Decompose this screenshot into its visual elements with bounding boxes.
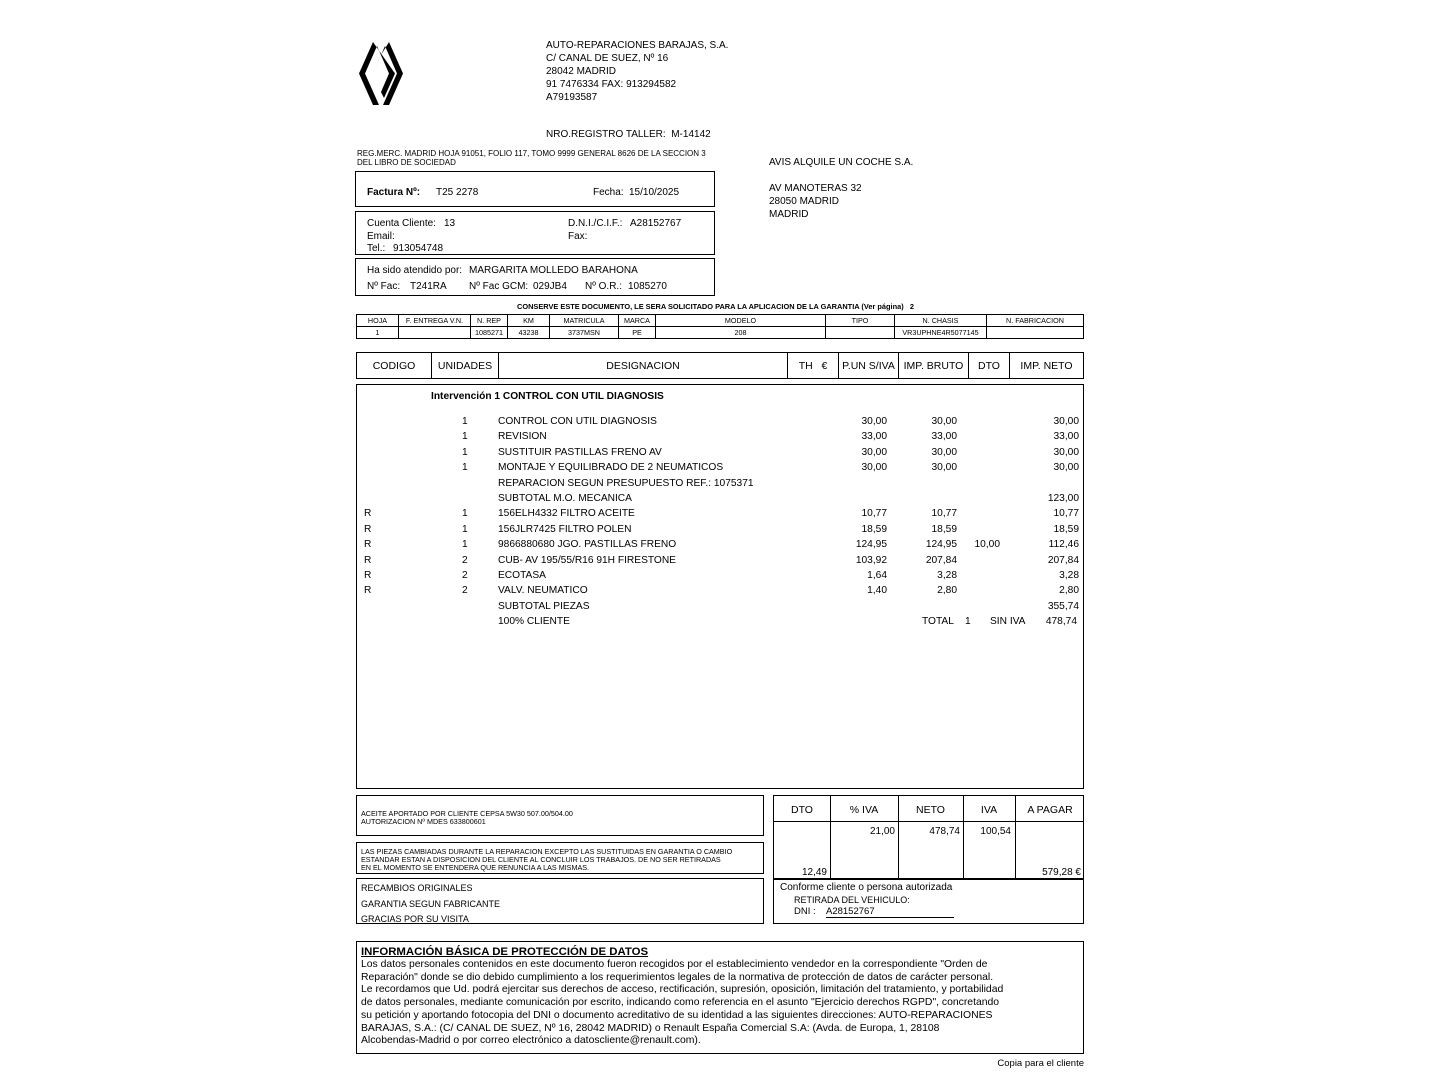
total-label: TOTAL — [922, 616, 954, 627]
signature-conforme: Conforme cliente o persona autorizada — [780, 882, 953, 893]
line-pun: 30,00 — [861, 446, 887, 458]
line-desc: SUBTOTAL M.O. MECANICA — [498, 493, 632, 504]
company-info — [546, 39, 728, 104]
privacy-line: Le recordamos que Ud. podrá ejercitar sus derechos de acceso, rectificación, supresión, oposición, limitación del tratamiento, y portabilidad — [361, 984, 1004, 996]
totals-header: DTO — [791, 804, 813, 816]
vehicle-value-row — [357, 327, 1084, 339]
vehicle-header: N. FABRICACION — [987, 315, 1084, 327]
line-pun: 124,95 — [855, 539, 887, 551]
sin-iva: SIN IVA — [990, 616, 1026, 627]
privacy-line: Alcobendas-Madrid o por correo electrónico a datoscliente@renault.com). — [361, 1035, 701, 1047]
signature-box — [773, 879, 1084, 924]
line-desc: SUSTITUIR PASTILLAS FRENO AV — [498, 446, 662, 458]
vehicle-value — [826, 327, 895, 339]
account-dni: A28152767 — [630, 218, 682, 229]
line-units: 2 — [462, 554, 468, 566]
line-bruto: 207,84 — [925, 554, 957, 566]
invoice-box — [355, 171, 715, 207]
line-desc: 9866880680 JGO. PASTILLAS FRENO — [498, 539, 677, 551]
totals-a-pagar: 579,28 € — [1042, 867, 1081, 878]
col-codigo: CODIGO — [357, 353, 432, 379]
privacy-line: Los datos personales contenidos en este documento fueron recogidos por el establecimiento vendedor en la correspondiente "Orden de — [361, 959, 988, 970]
vehicle-value: 43238 — [508, 327, 550, 339]
line-item — [357, 476, 1085, 491]
attended-box: Ha sido atendido por: MARGARITA MOLLEDO BARAHONA Nº Fac: T241RA Nº Fac GCM: 029JB4 Nº O.R.: 1085270 — [355, 258, 715, 296]
line-pun: 103,92 — [855, 554, 887, 566]
vehicle-header: N. REP — [471, 315, 508, 327]
line-units: 1 — [462, 508, 468, 520]
line-pun: 1,64 — [867, 570, 887, 581]
signature-dni-label: DNI : — [794, 906, 816, 917]
oil-note: ACEITE APORTADO POR CLIENTE CEPSA 5W30 507.00/504.00 AUTORIZACION Nº MDES 633800601 — [356, 795, 764, 836]
line-units: 1 — [462, 446, 468, 458]
company-cif: A79193587 — [546, 92, 598, 103]
reg-merc: REG.MERC. MADRID HOJA 91051, FOLIO 117, TOMO 9999 GENERAL 8626 DE LA SECCION 3 DEL LIBRO DE SOCIEDAD — [357, 149, 706, 167]
invoice-number: T25 2278 — [436, 187, 479, 198]
col-unidades: UNIDADES — [432, 353, 499, 379]
registro-taller: NRO.REGISTRO TALLER: M-14142 — [546, 129, 711, 140]
recambios-note: RECAMBIOS ORIGINALES GARANTIA SEGUN FABRICANTE GRACIAS POR SU VISITA — [356, 878, 764, 924]
line-units: 1 — [462, 431, 468, 443]
line-desc: CONTROL CON UTIL DIAGNOSIS — [498, 416, 657, 427]
line-neto: 207,84 — [1047, 554, 1079, 566]
line-desc: ECOTASA — [498, 570, 546, 581]
line-code: R — [364, 585, 372, 597]
vehicle-value: 208 — [656, 327, 826, 339]
col-pun: P.UN S/IVA — [839, 353, 899, 379]
vehicle-value — [399, 327, 471, 339]
invoice-date-label: Fecha: — [593, 187, 624, 198]
vehicle-value — [987, 327, 1084, 339]
line-code: R — [364, 570, 372, 581]
line-item — [357, 599, 1085, 614]
col-designacion: DESIGNACION — [499, 353, 788, 379]
line-item — [357, 537, 1085, 552]
line-neto: 30,00 — [1053, 446, 1079, 458]
line-item — [357, 460, 1085, 475]
vehicle-header: N. CHASIS — [895, 315, 987, 327]
line-item — [357, 568, 1085, 583]
line-bruto: 18,59 — [931, 523, 957, 535]
line-neto: 3,28 — [1059, 570, 1079, 581]
company-phones: 91 7476334 FAX: 913294582 — [546, 79, 677, 90]
vehicle-header: MATRICULA — [550, 315, 619, 327]
customer-name: AVIS ALQUILE UN COCHE S.A. — [769, 157, 914, 168]
vehicle-header: HOJA — [357, 315, 399, 327]
totals-iva: 100,54 — [980, 826, 1011, 837]
vehicle-header: KM — [508, 315, 550, 327]
privacy-box — [356, 941, 1084, 1054]
total-line — [357, 614, 1083, 629]
company-city: 28042 MADRID — [546, 66, 617, 77]
intervention-title: Intervención 1 CONTROL CON UTIL DIAGNOSIS — [431, 391, 664, 402]
line-code: R — [364, 539, 372, 551]
account-number: 13 — [444, 218, 456, 229]
line-code: R — [364, 554, 372, 566]
line-neto: 355,74 — [1047, 600, 1079, 612]
line-bruto: 124,95 — [925, 539, 957, 551]
line-desc: REPARACION SEGUN PRESUPUESTO REF.: 1075371 — [498, 477, 754, 489]
attended-gcm: 029JB4 — [533, 281, 567, 292]
company-name: AUTO-REPARACIONES BARAJAS, S.A. — [546, 40, 729, 51]
total-count: 1 — [965, 616, 971, 627]
vehicle-value: 3737MSN — [550, 327, 619, 339]
privacy-line: Reparación" donde se dio debido cumplimiento a los requerimientos legales de la normativa de protección de datos de carácter personal. — [361, 971, 994, 983]
attended-or: 1085270 — [628, 281, 667, 292]
line-neto: 112,46 — [1048, 539, 1079, 551]
vehicle-value: VR3UPHNE4R5077145 — [895, 327, 987, 339]
total-line-desc: 100% CLIENTE — [498, 616, 570, 627]
line-desc: 156JLR7425 FILTRO POLEN — [498, 523, 632, 535]
line-neto: 33,00 — [1053, 431, 1079, 443]
line-units: 1 — [462, 462, 468, 474]
account-tel: 913054748 — [393, 243, 444, 254]
vehicle-header: TIPO — [826, 315, 895, 327]
line-pun: 10,77 — [861, 508, 887, 520]
line-item — [357, 445, 1085, 460]
parts-note: LAS PIEZAS CAMBIADAS DURANTE LA REPARACION EXCEPTO LAS SUSTITUIDAS EN GARANTIA O CAMBIO ESTANDAR ESTAN A DISPOSICION DEL CLIENTE AL CONCLUIR LOS TRABAJOS. DE NO SER RETIRADAS EN EL MOMENTO SE ENTENDERA QUE RENUNCIA A LAS MISMAS. — [356, 842, 764, 874]
vehicle-value: 1 — [357, 327, 399, 339]
line-code: R — [364, 523, 372, 535]
line-neto: 2,80 — [1059, 585, 1079, 597]
line-item — [357, 414, 1085, 429]
line-units: 1 — [462, 539, 468, 551]
line-units: 2 — [462, 585, 468, 597]
signature-retirada: RETIRADA DEL VEHICULO: — [794, 895, 910, 905]
line-code: R — [364, 508, 372, 520]
vehicle-header: MODELO — [656, 315, 826, 327]
renault-logo — [355, 40, 407, 107]
footer-copy: Copia para el cliente — [997, 1058, 1084, 1069]
line-neto: 123,00 — [1047, 493, 1079, 504]
vehicle-header: F. ENTREGA V.N. — [399, 315, 471, 327]
attended-name: MARGARITA MOLLEDO BARAHONA — [469, 265, 638, 276]
line-bruto: 30,00 — [931, 446, 957, 458]
totals-dto: 12,49 — [801, 867, 827, 878]
line-bruto: 30,00 — [931, 416, 957, 427]
vehicle-table — [356, 314, 1084, 339]
totals-header: A PAGAR — [1027, 804, 1073, 816]
line-bruto: 33,00 — [931, 431, 957, 443]
line-neto: 30,00 — [1053, 462, 1079, 474]
privacy-line: BARAJAS, S.A.: (C/ CANAL DE SUEZ, Nº 16, 28042 MADRID) o Renault España Comercial S.A: (Avda. de Europa, 1, 28108 — [361, 1022, 940, 1034]
notice-page: 2 — [909, 302, 914, 311]
signature-dni: A28152767 — [826, 906, 954, 918]
line-bruto: 3,28 — [937, 570, 957, 581]
company-address: C/ CANAL DE SUEZ, Nº 16 — [546, 53, 669, 64]
line-desc: CUB- AV 195/55/R16 91H FIRESTONE — [498, 554, 676, 566]
attended-nfac: T241RA — [410, 281, 447, 292]
line-pun: 1,40 — [867, 585, 887, 597]
line-units: 2 — [462, 570, 468, 581]
line-desc: MONTAJE Y EQUILIBRADO DE 2 NEUMATICOS — [498, 462, 724, 474]
account-box: Cuenta Cliente: 13 D.N.I./C.I.F.: A28152767 Email: Fax: Tel.: 913054748 — [355, 211, 715, 255]
line-item — [357, 522, 1085, 537]
line-bruto: 2,80 — [937, 585, 957, 597]
registro-value: M-14142 — [671, 129, 711, 140]
line-neto: 10,77 — [1053, 508, 1079, 520]
line-item — [357, 553, 1085, 568]
line-pun: 30,00 — [861, 416, 887, 427]
col-neto: IMP. NETO — [1010, 353, 1084, 379]
vehicle-value: 1085271 — [471, 327, 508, 339]
line-desc: 156ELH4332 FILTRO ACEITE — [498, 508, 635, 520]
invoice-label: Factura Nº: — [367, 187, 421, 198]
line-item — [357, 491, 1085, 506]
line-item — [357, 506, 1085, 521]
line-desc: SUBTOTAL PIEZAS — [498, 600, 590, 612]
line-neto: 18,59 — [1053, 523, 1079, 535]
lines-header — [356, 352, 1084, 379]
privacy-line: de datos personales, mediante comunicación por escrito, indicando como referencia en el asunto "Ejercicio derechos RGPD", concretando — [361, 997, 1000, 1009]
line-units: 1 — [462, 523, 468, 535]
line-units: 1 — [462, 416, 468, 427]
vehicle-header: MARCA — [619, 315, 656, 327]
lines-box — [356, 384, 1084, 789]
col-euro: € — [821, 359, 828, 372]
totals-box — [773, 795, 1084, 879]
total-amount: 478,74 — [1045, 616, 1077, 627]
line-pun: 33,00 — [861, 431, 887, 443]
privacy-title: INFORMACIÓN BÁSICA DE PROTECCIÓN DE DATOS — [361, 946, 649, 958]
vehicle-header-row — [357, 315, 1084, 327]
col-dto: DTO — [969, 353, 1010, 379]
guarantee-notice: CONSERVE ESTE DOCUMENTO, LE SERA SOLICITADO PARA LA APLICACION DE LA GARANTIA (Ver página) 2 — [517, 302, 914, 311]
line-pun: 30,00 — [861, 462, 887, 474]
totals-header: % IVA — [849, 804, 879, 816]
line-bruto: 10,77 — [931, 508, 957, 520]
customer-address: AV MANOTERAS 32 28050 MADRID MADRID — [769, 183, 862, 220]
col-bruto: IMP. BRUTO — [899, 353, 969, 379]
privacy-line: su petición y aportando fotocopia del DNI o documento acreditativo de su identidad a las siguientes direcciones: AUTO-REPARACIONES — [361, 1009, 993, 1021]
totals-header: NETO — [916, 804, 945, 816]
line-bruto: 30,00 — [931, 462, 957, 474]
invoice-date: 15/10/2025 — [629, 187, 680, 198]
line-dto: 10,00 — [974, 539, 1000, 551]
line-neto: 30,00 — [1053, 416, 1079, 427]
line-item — [357, 583, 1085, 598]
col-th: TH € — [788, 353, 839, 379]
totals-header: IVA — [980, 804, 998, 816]
line-desc: VALV. NEUMATICO — [498, 585, 588, 597]
totals-pct-iva: 21,00 — [869, 826, 895, 837]
totals-neto: 478,74 — [929, 826, 960, 837]
line-item — [357, 429, 1085, 444]
line-desc: REVISION — [498, 431, 547, 443]
line-pun: 18,59 — [861, 523, 887, 535]
vehicle-value: PE — [619, 327, 656, 339]
